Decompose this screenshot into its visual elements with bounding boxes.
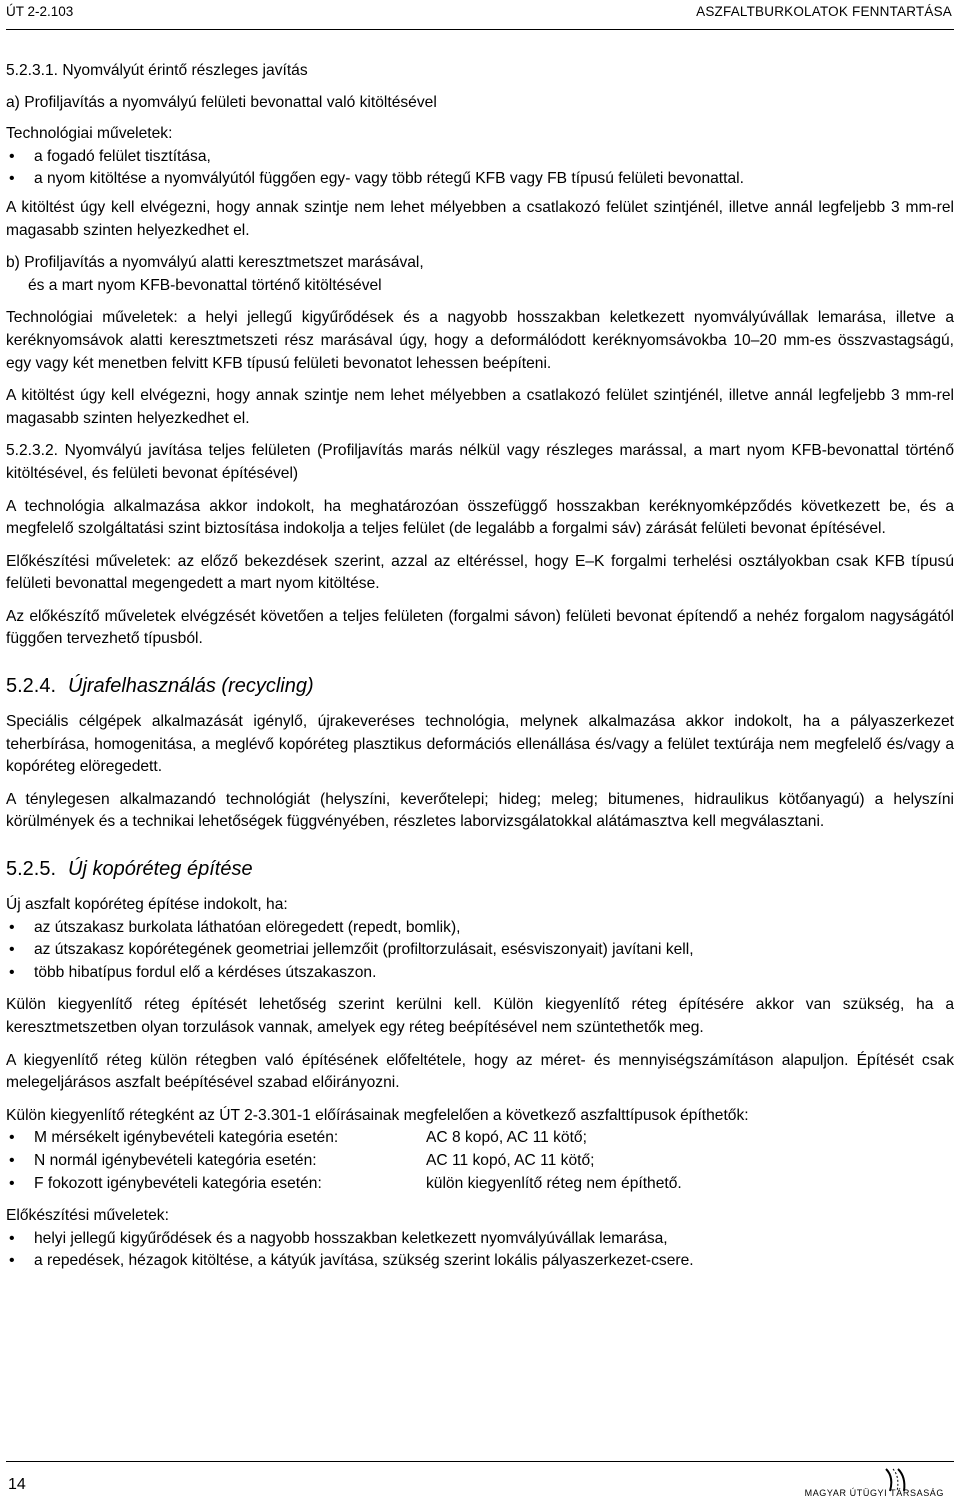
prep-list bbox=[6, 1228, 954, 1273]
mix-list bbox=[6, 1127, 954, 1195]
section-5232-title: 5.2.3.2. Nyomvályú javítása teljes felületen (Profiljavítás marás nélkül vagy részleges marással, a mart nyom KFB-bevonattal történő kitöltésével, és felületi bevonat építésével) bbox=[6, 442, 954, 482]
tech-list bbox=[6, 146, 954, 191]
list-item bbox=[6, 1150, 954, 1173]
section-5231-title: 5.2.3.1. Nyomvályút érintő részleges javítás bbox=[6, 62, 308, 79]
list-item: • a repedések, hézagok kitöltése, a kátyúk javítása, szükség szerint lokális pályaszerkezet-csere. bbox=[6, 1250, 954, 1273]
list-lead: Új aszfalt kopóréteg építése indokolt, ha: bbox=[6, 896, 288, 914]
list-item bbox=[6, 1127, 954, 1150]
paragraph: Előkészítési műveletek: az előző bekezdések szerint, azzal az eltéréssel, hogy E–K forgalmi terhelési osztályokban csak KFB típusú felületi bevonattal megengedett a mart nyom kitöltése. bbox=[6, 552, 954, 593]
header-document-title: ASZFALTBURKOLATOK FENNTARTÁSA bbox=[696, 4, 952, 19]
tech-label: Technológiai műveletek: bbox=[6, 125, 173, 143]
mix-category: F fokozott igénybevételi kategória esetén: bbox=[34, 1174, 322, 1192]
list-item: • a nyom kitöltése a nyomvályútól függően egy- vagy több rétegű KFB vagy FB típusú felületi bevonattal. bbox=[6, 168, 954, 191]
mix-value: külön kiegyenlítő réteg nem építhető. bbox=[426, 1174, 682, 1192]
paragraph: A kiegyenlítő réteg külön rétegben való építésének előfeltétele, hogy az méret- és mennyiségszámításon alapuljon. Építését csak melegeljárásos aszfalt beépítésével szabad előirányozni. bbox=[6, 1051, 954, 1092]
page-number: 14 bbox=[8, 1476, 26, 1493]
list-item: • a fogadó felület tisztítása, bbox=[6, 146, 954, 169]
list-item: • az útszakasz burkolata láthatóan elöregedett (repedt, bomlik), bbox=[6, 917, 954, 940]
list-item: • helyi jellegű kigyűrődések és a nagyobb hosszakban keletkezett nyomvályúvállak lemarása, bbox=[6, 1228, 954, 1251]
mix-category: M mérsékelt igénybevételi kategória esetén: bbox=[34, 1129, 339, 1147]
section-title: Új kopóréteg építése bbox=[68, 858, 253, 881]
fill-paragraph-b: A kitöltést úgy kell elvégezni, hogy annak szintje nem lehet mélyebben a csatlakozó felület szintjénél, illetve annál legfeljebb 3 mm-rel magasabb szinten helyezkedhet el. bbox=[6, 387, 954, 427]
paragraph: Speciális célgépek alkalmazását igénylő, újrakeveréses technológia, melynek alkalmazása akkor indokolt, ha a pályaszerkezet teherbírása, homogenitása, a meglévő kopóréteg plasztikus deformációs ellenállása és/vagy a felület textúrája nem megfelelő és/vagy a kopóréteg elöregedett. bbox=[6, 713, 954, 776]
logo-text: MAGYAR ÚTÜGYI TÁRSASÁG bbox=[804, 1488, 944, 1498]
society-logo bbox=[794, 1467, 944, 1501]
mix-value: AC 11 kopó, AC 11 kötő; bbox=[426, 1151, 595, 1169]
document-page bbox=[6, 0, 954, 1505]
document-body bbox=[6, 60, 954, 1283]
header-standard-code: ÚT 2-2.103 bbox=[6, 4, 74, 19]
fill-paragraph-a: A kitöltést úgy kell elvégezni, hogy annak szintje nem lehet mélyebben a csatlakozó felület szintjénél, illetve annál legfeljebb 3 mm-rel magasabb szinten helyezkedhet el. bbox=[6, 198, 954, 239]
subsection-b-title-cont: és a mart nyom KFB-bevonattal történő kitöltésével bbox=[28, 276, 382, 294]
section-524-heading bbox=[6, 673, 954, 699]
header-rule bbox=[6, 29, 954, 30]
list-item bbox=[6, 1173, 954, 1196]
paragraph: Az előkészítő műveletek elvégzését követően a teljes felületen (forgalmi sávon) felületi bevonat építendő a nehéz forgalom nagyságától függően tervezhető típusból. bbox=[6, 607, 954, 648]
section-525-heading bbox=[6, 856, 954, 882]
subsection-b-title: b) Profiljavítás a nyomvályú alatti keresztmetszet marásával, bbox=[6, 254, 424, 272]
page-footer bbox=[6, 1459, 954, 1505]
reasons-list bbox=[6, 917, 954, 985]
list-item: • több hibatípus fordul elő a kérdéses útszakaszon. bbox=[6, 962, 954, 985]
mix-category: N normál igénybevételi kategória esetén: bbox=[34, 1151, 317, 1169]
footer-rule bbox=[6, 1461, 954, 1462]
paragraph: Külön kiegyenlítő réteg építését lehetőség szerint kerülni kell. Külön kiegyenlítő réteg építésére akkor van szükség, ha a keresztmetszetben olyan torzulások vannak, amelyek egy réteg beépítésével nem szüntethetők meg. bbox=[6, 996, 954, 1036]
paragraph: A ténylegesen alkalmazandó technológiát (helyszíni, keverőtelepi; hideg; meleg; bitumenes, hidraulikus kötőanyagú) a helyszíni körülmények és a technikai lehetőségek függvényében, részletes laborvizsgálatokkal alátámasztva kell megválasztani. bbox=[6, 790, 954, 831]
prep-lead: Előkészítési műveletek: bbox=[6, 1207, 169, 1225]
paragraph: A technológia alkalmazása akkor indokolt, ha meghatározóan összefüggő hosszakban keréknyomképződés következett be, és a megfelelő szolgáltatási szint biztosítása indokolja a teljes felület (de legalább a forgalmi sáv) zárását felületi bevonat építésével. bbox=[6, 497, 954, 538]
mix-value: AC 8 kopó, AC 11 kötő; bbox=[426, 1129, 587, 1147]
list-item: • az útszakasz kopórétegének geometriai jellemzőit (profiltorzulásait, esésviszonyait) javítani kell, bbox=[6, 939, 954, 962]
section-number: 5.2.4. bbox=[6, 675, 57, 698]
section-title: Újrafelhasználás (recycling) bbox=[68, 675, 314, 698]
tech-paragraph-b: Technológiai műveletek: a helyi jellegű kigyűrődések és a nagyobb hosszakban keletkezett nyomvályúvállak lemarása, illetve a keréknyomsávok alatti keresztmetszeti rész marásával úgy, hogy a deformálódott keréknyomsávokba 10–20 mm-es összvastagságú, egy vagy két menetben felvitt KFB típusú felületi bevonatot lehessen beépíteni. bbox=[6, 309, 954, 372]
page-header bbox=[6, 4, 954, 26]
section-number: 5.2.5. bbox=[6, 858, 57, 881]
mix-lead: Külön kiegyenlítő rétegként az ÚT 2-3.301-1 előírásainak megfelelően a következő aszfalttípusok építhetők: bbox=[6, 1106, 749, 1124]
subsection-a-title: a) Profiljavítás a nyomvályú felületi bevonattal való kitöltésével bbox=[6, 93, 437, 111]
